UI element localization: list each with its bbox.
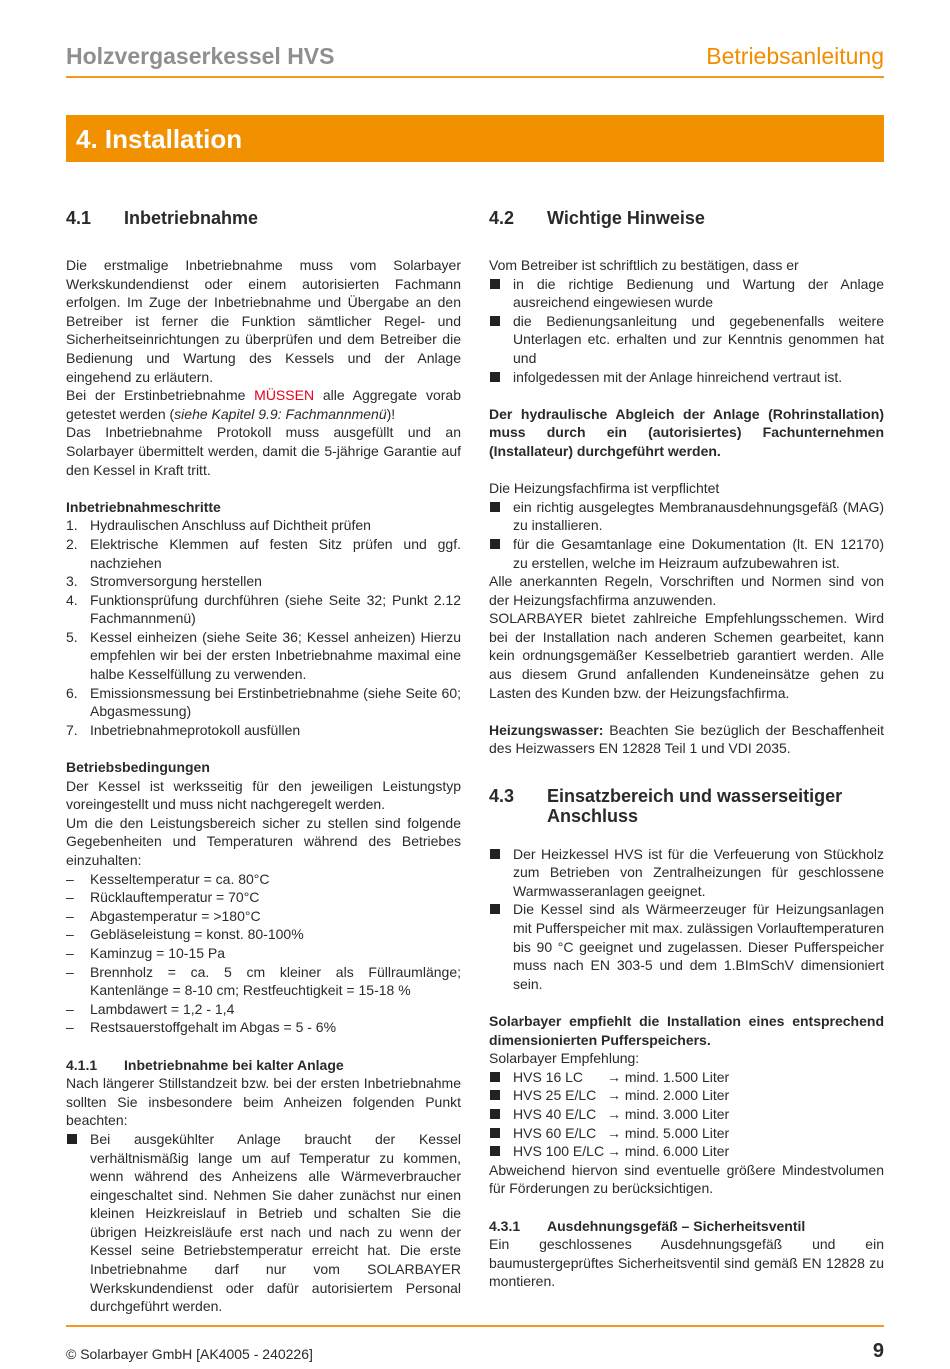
section-number: 4.2 [489,208,515,228]
section-title: Einsatzbereich und wasserseitiger Anschluss [547,786,843,827]
chapter-banner [66,115,884,162]
list-item: HVS 40 E/LC → mind. 3.000 Liter [489,1105,884,1124]
list-item: für die Gesamtanlage eine Dokumentation (lt. EN 12170) zu erstellen, welche im Heizraum aufzubewahren ist. [489,535,884,572]
left-column [66,208,461,1316]
list-item: Der Heizkessel HVS ist für die Verfeuerung von Stückholz zum Betrieben von Zentralheizungen für geschlossene Warmwasseranlagen geeignet. [489,845,884,901]
list-item: 2. Elektrische Klemmen auf festen Sitz prüfen und ggf. nachziehen [66,535,461,571]
square-bullet-icon [490,1109,500,1119]
square-bullet-icon [490,849,500,859]
paragraph: Der Kessel ist werksseitig für den jeweiligen Leistungstyp voreingestellt und muss nicht nachgeregelt werden. [66,777,461,813]
inline-label: Heizungswasser: [489,721,604,738]
section-title: Ausdehnungsgefäß – Sicherheitsventil [547,1217,806,1234]
square-bullet-icon [490,316,500,326]
list-item: 4. Funktionsprüfung durchführen (siehe Seite 32; Punkt 2.12 Fachmannmenü) [66,591,461,627]
recommendation-list [489,1068,884,1161]
steps-list [66,516,461,739]
list-item: – Kaminzug = 10-15 Pa [66,944,226,961]
paragraph: Um die den Leistungsbereich sicher zu stellen sind folgende Gegebenheiten und Temperaturen während des Betriebes einzuhalten: [66,814,461,868]
list-item: – Restsauerstoffgehalt im Abgas = 5 - 6% [66,1019,337,1036]
list-item: Die Kessel sind als Wärmeerzeuger für Heizungsanlagen mit Pufferspeicher mit max. zulässigen Vorlauftemperaturen bis 90 °C geeignet und zugelassen. Dieser Pufferspeicher muss nach EN 303-5 und dem 1.BImSchV dimensioniert sein. [489,900,884,993]
section-4-2-heading [489,208,884,228]
square-bullet-icon [490,1128,500,1138]
square-bullet-icon [490,539,500,549]
list-item: 7. Inbetriebnahmeprotokoll ausfüllen [66,721,301,738]
section-title: Inbetriebnahme [124,208,259,228]
list-item: – Rücklauftemperatur = 70°C [66,889,260,906]
paragraph: Die erstmalige Inbetriebnahme muss vom Solarbayer Werkskundendienst oder einem autorisierten Fachmann erfolgen. Im Zuge der Inbetriebnahme und Übergabe an den Betreiber ist ferner die Funktion sämtlicher Regel- und Sicherheitseinrichtungen zu überprüfen und dem Betreiber die Bedienung und Wartung des Kessels und der Anlage eingehend zu erläutern. [66,257,461,385]
header-divider [66,76,884,78]
list-item: HVS 25 E/LC → mind. 2.000 Liter [489,1086,884,1105]
square-bullet-icon [490,904,500,914]
paragraph: Abweichend hiervon sind eventuelle größere Mindestvolumen für Förderungen zu berücksichtigen. [489,1161,884,1197]
list-item: HVS 60 E/LC → mind. 5.000 Liter [489,1124,884,1143]
section-4-1-heading [66,208,461,228]
square-bullet-icon [490,502,500,512]
footer-copyright: © Solarbayer GmbH [AK4005 - 240226] [66,1346,313,1362]
section-4-3-1-heading [489,1217,884,1236]
bullet-list [489,498,884,572]
paragraph: Heizungswasser: Beachten Sie bezüglich der Beschaffenheit des Heizwassers EN 12828 Teil 1 und VDI 2035. [489,721,884,757]
list-item: HVS 16 LC → mind. 1.500 Liter [489,1068,884,1087]
list-item: 3. Stromversorgung herstellen [66,573,262,590]
page-number: 9 [872,1340,884,1362]
paragraph: Ein geschlossenes Ausdehnungsgefäß und ein baumustergeprüftes Sicherheitsventil sind gemäß EN 12828 zu montieren. [489,1236,884,1290]
square-bullet-icon [490,1146,500,1156]
bullet-list [489,845,884,994]
section-title: Wichtige Hinweise [547,208,705,228]
list-item: 6. Emissionsmessung bei Erstinbetriebnahme (siehe Seite 60; Abgasmessung) [66,684,461,720]
footer-divider [66,1325,884,1327]
section-number: 4.1.1 [66,1056,98,1073]
square-bullet-icon [490,372,500,382]
paragraph-warning: Bei der Erstinbetriebnahme MÜSSEN alle Aggregate vorab getestet werden (siehe Kapitel 9.9: Fachmannmenü)! [66,387,461,422]
list-item: – Abgastemperatur = >180°C [66,907,261,924]
paragraph: Nach längerer Stillstandzeit bzw. bei der ersten Inbetriebnahme sollten Sie insbesondere beim Anheizen folgenden Punkt beachten: [66,1075,461,1129]
list-item: ein richtig ausgelegtes Membranausdehnungsgefäß (MAG) zu installieren. [489,498,884,535]
list-item: – Kesseltemperatur = ca. 80°C [66,870,270,887]
list-item: die Bedienungsanleitung und gegebenenfalls weitere Unterlagen etc. erhalten und zur Kenntnis genommen hat und [489,312,884,368]
list-item: in die richtige Bedienung und Wartung der Anlage ausreichend eingewiesen wurde [489,275,884,312]
section-4-3-heading [489,786,884,826]
section-title: Inbetriebnahme bei kalter Anlage [124,1056,344,1073]
section-4-1-1-heading [66,1056,461,1075]
list-item: 1. Hydraulischen Anschluss auf Dichtheit prüfen [66,517,371,534]
list-item: infolgedessen mit der Anlage hinreichend vertraut ist. [489,368,884,387]
list-item: – Brennholz = ca. 5 cm kleiner als Füllraumlänge; Kantenlänge = 8-10 cm; Restfeuchtigkeit = 15-18 % [66,963,461,999]
paragraph: Die Heizungsfachfirma ist verpflichtet [489,480,720,497]
steps-title: Inbetriebnahmeschritte [66,498,221,515]
recommendation-title: Solarbayer Empfehlung: [489,1050,640,1067]
section-number: 4.3 [489,786,515,807]
chapter-title: 4. Installation [76,124,243,154]
square-bullet-icon [67,1134,77,1144]
document-type: Betriebsanleitung [706,43,884,69]
document-title: Holzvergaserkessel HVS [66,43,335,69]
warning-text: MÜSSEN [254,387,315,404]
paragraph: Alle anerkannten Regeln, Vorschriften und Normen sind von der Heizungsfachfirma anzuwenden. [489,573,884,608]
bullet-list [66,1130,461,1316]
bullet-list [489,275,884,387]
list-item: – Gebläseleistung = konst. 80-100% [66,926,304,943]
list-item: 5. Kessel einheizen (siehe Seite 36; Kessel anheizen) Hierzu empfehlen wir bei der ersten Inbetriebnahme maximal eine halbe Kesselfüllung zu verwenden. [66,628,461,683]
paragraph: SOLARBAYER bietet zahlreiche Empfehlungsschemen. Wird bei der Installation nach anderen Schemen gearbeitet, kann kein ordnungsgemäßer Kesselbetrieb garantiert werden. Alle aus diesem Grund anfallenden Kundeneinsätze gehen zu Lasten des Kunden bzw. der Heizungsfachfirma. [489,610,884,701]
conditions-title: Betriebsbedingungen [66,759,210,776]
square-bullet-icon [490,1090,500,1100]
section-number: 4.1 [66,208,92,228]
square-bullet-icon [490,279,500,289]
list-item: Bei ausgekühlter Anlage braucht der Kessel verhältnismäßig lange um auf Temperatur zu kommen, wenn während des Anheizens alle Wärmeverbraucher eingeschaltet sind. Nehmen Sie daher zunächst nur einen kleinen Heizkreislauf in Betrieb und schalten Sie die übrigen Heizkreisläufe erst nach und nach zu wenn der Kessel seine Betriebstemperatur erreicht hat. Die erste Inbetriebnahme darf nur vom SOLARBAYER Werkskundendienst oder dafür autorisiertem Personal durchgeführt werden. [66,1130,461,1316]
paragraph: Vom Betreiber ist schriftlich zu bestätigen, dass er [489,257,799,273]
paragraph-bold: Solarbayer empfiehlt die Installation eines entsprechend dimensionierten Pufferspeichers. [489,1012,884,1048]
paragraph: Das Inbetriebnahme Protokoll muss ausgefüllt und an Solarbayer übermittelt werden, damit die 5-jährige Garantie auf den Kessel in Kraft tritt. [66,424,461,478]
list-item: – Lambdawert = 1,2 - 1,4 [66,1000,235,1017]
conditions-list [66,870,461,1037]
paragraph-bold: Der hydraulische Abgleich der Anlage (Rohrinstallation) muss durch ein (autorisiertes) Fachunternehmen (Installateur) durchgeführt werden. [489,405,884,459]
section-number: 4.3.1 [489,1217,521,1234]
square-bullet-icon [490,1072,500,1082]
list-item: HVS 100 E/LC → mind. 6.000 Liter [489,1142,884,1161]
right-column [489,208,884,1291]
